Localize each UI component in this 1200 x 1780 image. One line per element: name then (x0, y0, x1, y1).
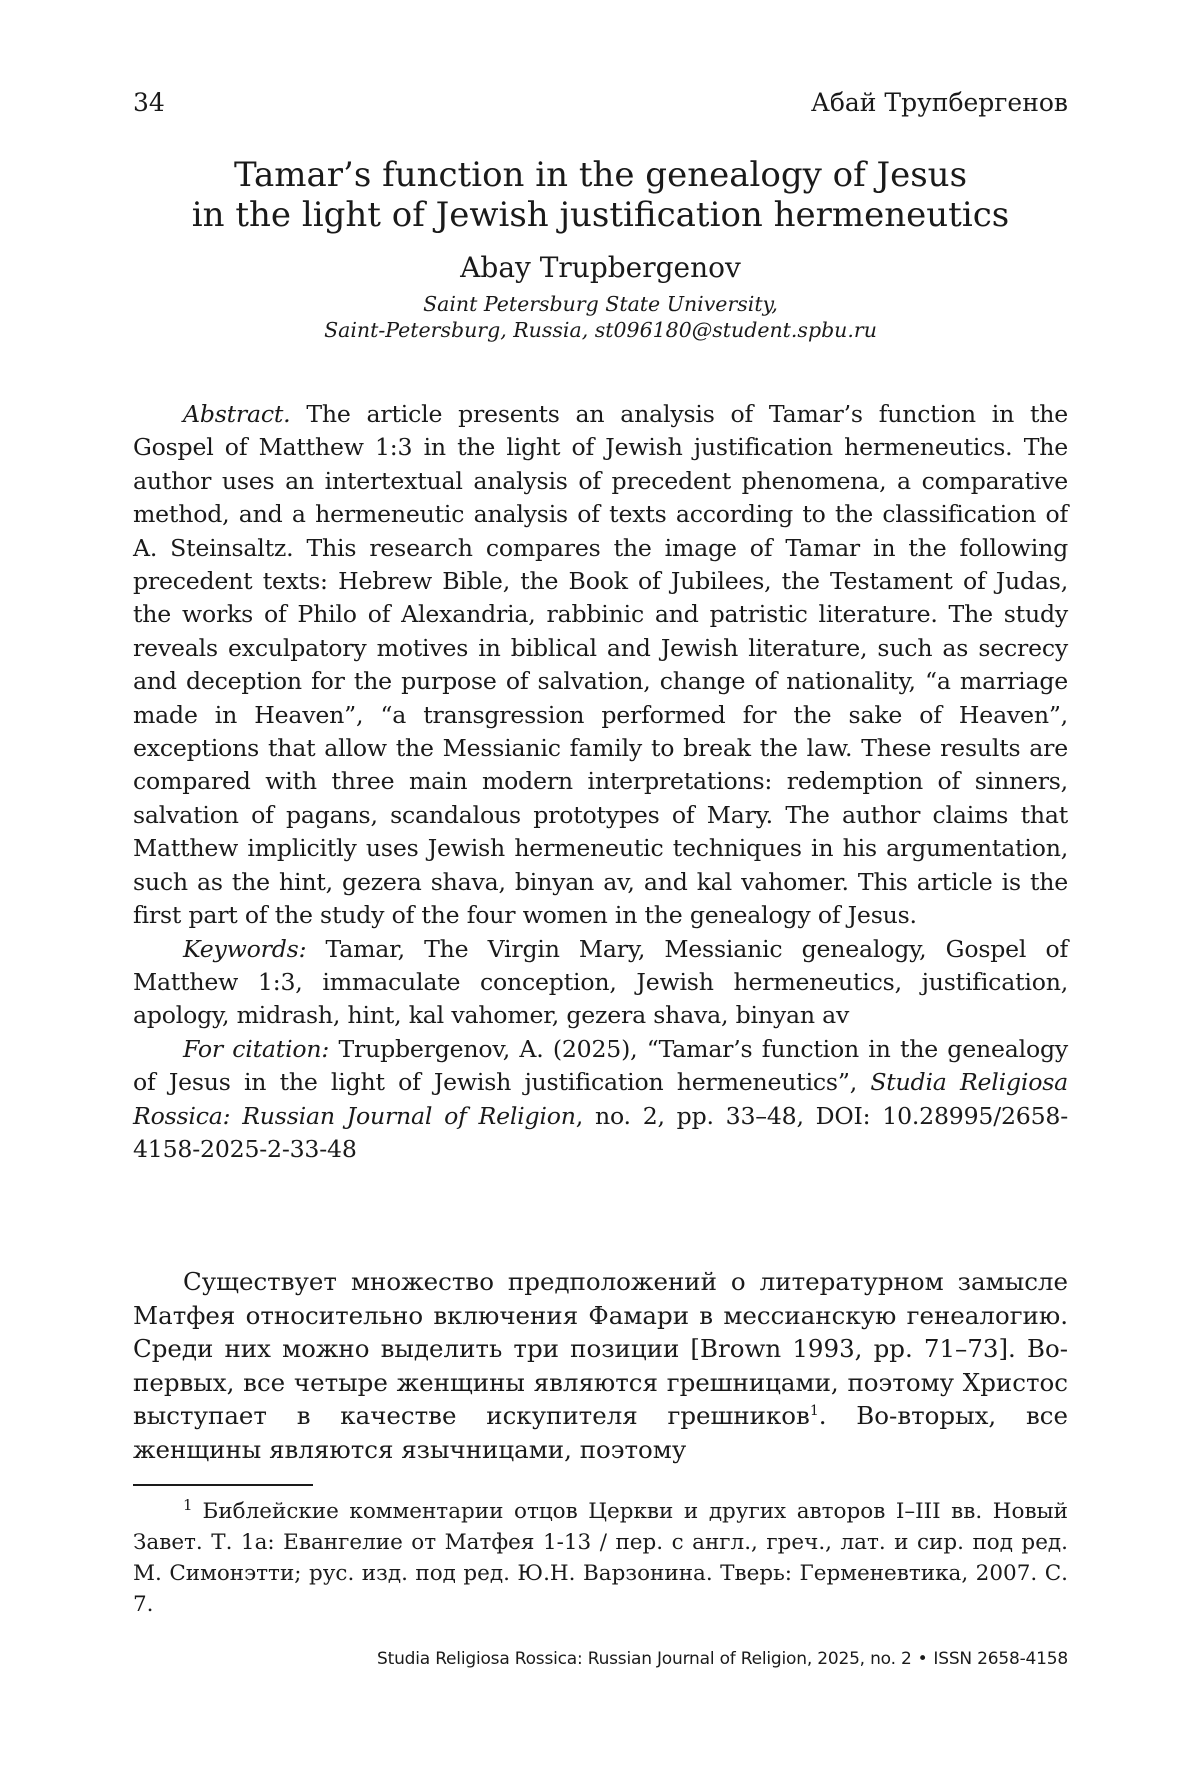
footer-separator: • (917, 1649, 928, 1669)
author-name: Abay Trupbergenov (460, 251, 741, 284)
citation-details: , no. 2, pp. 33–48, DOI: 10.28995/2658-4158-2025-2-33-48 (133, 1101, 1069, 1163)
citation-journal: Studia Religiosa Rossica: Russian Journal of Religion (133, 1068, 1069, 1130)
keywords-text: Tamar, The Virgin Mary, Messianic genealogy, Gospel of Matthew 1:3, immaculate conception, Jewish hermeneutics, justification, apology, midrash, hint, kal vahomer, gezera shava, binyan av (133, 934, 1068, 1030)
abstract-paragraph (133, 398, 1068, 933)
footnote-ref[interactable]: 1 (809, 1402, 819, 1419)
footnote-divider (133, 1484, 313, 1486)
footer-issn: ISSN 2658-4158 (933, 1649, 1068, 1669)
article-title (133, 155, 1068, 235)
body-paragraph (133, 1265, 1068, 1466)
footnote (133, 1496, 1068, 1620)
affiliation-line: Saint-Petersburg, Russia, st096180@student.spbu.ru (324, 318, 877, 342)
footnote-text: Библейские комментарии отцов Церкви и других авторов I–III вв. Новый Завет. Т. 1а: Евангелие от Матфея 1-13 / пер. с англ., греч., лат. и сир. под ред. М. Симонэтти; рус. изд. под ред. Ю.Н. Варзонина. Тверь: Герменевтика, 2007. С. 7. (133, 1499, 1068, 1617)
citation-paragraph (133, 1033, 1068, 1167)
citation-text: Trupbergenov, A. (2025), “Tamar’s function in the genealogy of Jesus in the light of Jewish justification hermeneutics”, (133, 1034, 1068, 1097)
title-block (133, 155, 1068, 343)
keywords-label: Keywords: (183, 934, 307, 963)
keywords-paragraph (133, 933, 1068, 1033)
footnote-paragraph (133, 1496, 1068, 1620)
footer-journal-info: Studia Religiosa Rossica: Russian Journal of Religion, 2025, no. 2 (377, 1649, 912, 1669)
body-text-end: . Во-вторых, все женщины являются язычницами, поэтому (133, 1401, 1068, 1464)
abstract-text: The article presents an analysis of Tamar’s function in the Gospel of Matthew 1:3 in the light of Jewish justification hermeneutics. The author uses an intertextual analysis of precedent phenomena, a comparative method, and a hermeneutic analysis of texts according to the classification of A. Steinsaltz. This research compares the image of Tamar in the following precedent texts: Hebrew Bible, the Book of Jubilees, the Testament of Judas, the works of Philo of Alexandria, rabbinic and patristic literature. The study reveals exculpatory motives in biblical and Jewish literature, such as secrecy and deception for the purpose of salvation, change of nationality, “a marriage made in Heaven”, “a transgression performed for the sake of Heaven”, exceptions that allow the Messianic family to break the law. These results are compared with three main modern interpretations: redemption of sinners, salvation of pagans, scandalous prototypes of Mary. The author claims that Matthew implicitly uses Jewish hermeneutic techniques in his argumentation, such as the hint, gezera shava, binyan av, and kal vahomer. This article is the first part of the study of the four women in the genealogy of Jesus. (133, 400, 1068, 930)
page-number: 34 (133, 88, 165, 117)
author-affiliation (133, 291, 1068, 343)
journal-footer (377, 1648, 1068, 1670)
title-line: Tamar’s function in the genealogy of Jesus (233, 155, 968, 195)
affiliation-line: Saint Petersburg State University, (423, 292, 778, 316)
footnote-number: 1 (183, 1495, 193, 1514)
body-text-start: Существует множество предположений о литературном замысле Матфея относительно включения Фамари в мессианскую генеалогию. Среди них можно выделить три позиции [Brown 1993, pp. 71–73]. Во-первых, все четыре женщины являются грешницами, поэтому Христос выступает в качестве искупителя грешников (133, 1267, 1068, 1430)
title-line: in the light of Jewish justification hermeneutics (191, 195, 1010, 235)
running-head: Абай Трупбергенов (810, 88, 1068, 117)
abstract-label: Abstract. (183, 400, 291, 428)
abstract-section (133, 398, 1068, 1166)
body-text (133, 1265, 1068, 1466)
citation-label: For citation: (183, 1034, 330, 1063)
